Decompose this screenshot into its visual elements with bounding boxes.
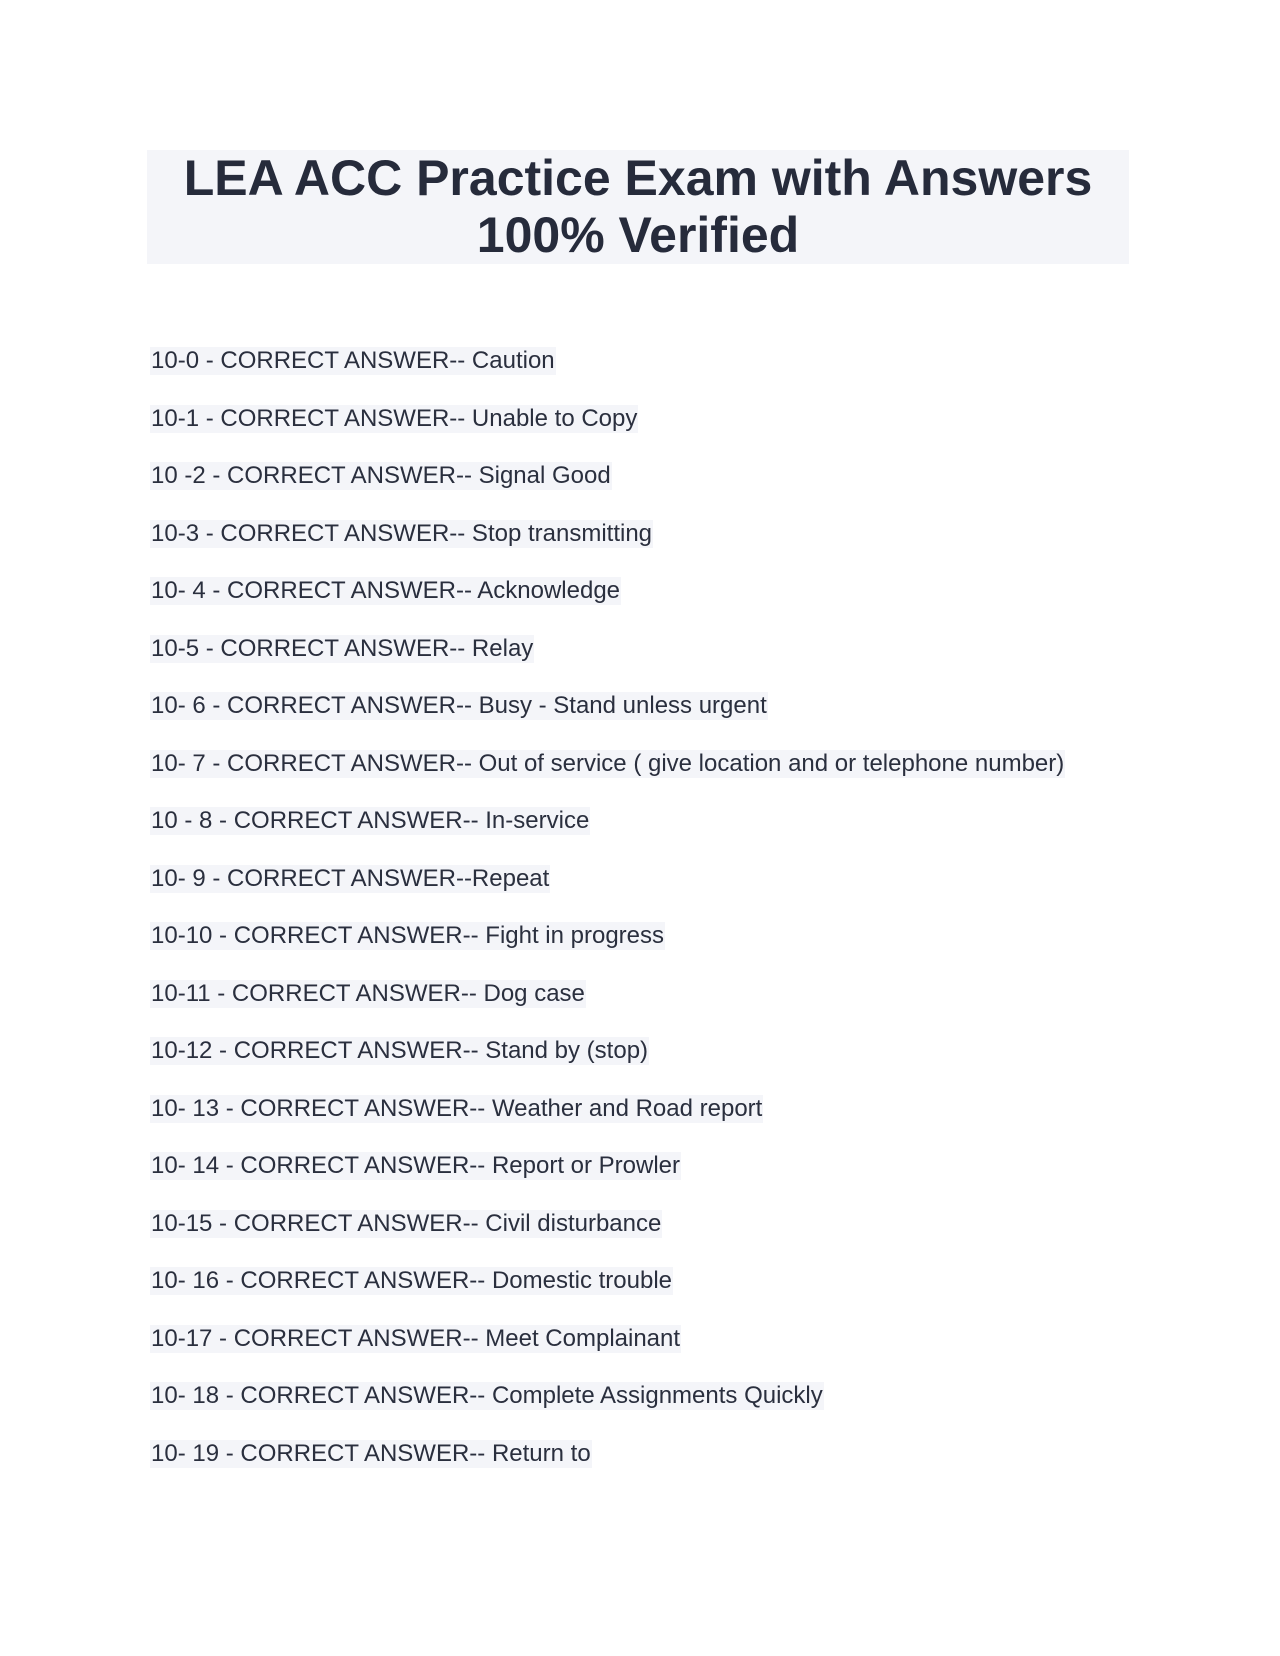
answer-text: 10-5 - CORRECT ANSWER-- Relay: [151, 634, 534, 662]
document-title: LEA ACC Practice Exam with Answers 100% Verified: [183, 150, 1093, 263]
answer-list: [150, 347, 1065, 1497]
answer-text: 10- 6 - CORRECT ANSWER-- Busy - Stand unless urgent: [151, 692, 767, 719]
answer-text: 10 -2 - CORRECT ANSWER-- Signal Good: [151, 462, 611, 489]
list-item: [150, 1152, 1065, 1210]
list-item: [150, 865, 1065, 923]
answer-text: 10-10 - CORRECT ANSWER-- Fight in progress: [151, 922, 665, 949]
list-item: [150, 577, 1065, 635]
answer-text: 10-1 - CORRECT ANSWER-- Unable to Copy: [151, 404, 638, 432]
answer-text: 10- 19 - CORRECT ANSWER-- Return to: [151, 1439, 591, 1467]
answer-text: 10-12 - CORRECT ANSWER-- Stand by (stop): [151, 1037, 649, 1064]
list-item: [150, 1037, 1065, 1095]
list-item: [150, 980, 1065, 1038]
answer-text: 10 - 8 - CORRECT ANSWER-- In-service: [151, 807, 590, 834]
list-item: [150, 807, 1065, 865]
list-item: [150, 922, 1065, 980]
title-block: [147, 150, 1129, 264]
list-item: [150, 1095, 1065, 1153]
list-item: [150, 347, 1065, 405]
list-item: [150, 635, 1065, 693]
list-item: [150, 692, 1065, 750]
answer-text: 10- 7 - CORRECT ANSWER-- Out of service ( give location and or telephone number): [151, 749, 1065, 777]
list-item: [150, 1382, 1065, 1440]
answer-text: 10- 14 - CORRECT ANSWER-- Report or Prowler: [151, 1152, 681, 1179]
answer-text: 10-15 - CORRECT ANSWER-- Civil disturbance: [151, 1209, 662, 1237]
list-item: [150, 1440, 1065, 1498]
answer-text: 10- 9 - CORRECT ANSWER--Repeat: [151, 864, 550, 892]
list-item: [150, 750, 1065, 808]
answer-text: 10-3 - CORRECT ANSWER-- Stop transmitting: [151, 519, 653, 547]
answer-text: 10-11 - CORRECT ANSWER-- Dog case: [151, 979, 585, 1007]
answer-text: 10-17 - CORRECT ANSWER-- Meet Complainant: [151, 1324, 681, 1352]
list-item: [150, 405, 1065, 463]
list-item: [150, 1325, 1065, 1383]
answer-text: 10- 16 - CORRECT ANSWER-- Domestic trouble: [151, 1267, 673, 1294]
list-item: [150, 1210, 1065, 1268]
list-item: [150, 462, 1065, 520]
answer-text: 10- 18 - CORRECT ANSWER-- Complete Assignments Quickly: [151, 1382, 823, 1409]
answer-text: 10- 13 - CORRECT ANSWER-- Weather and Road report: [151, 1094, 763, 1122]
list-item: [150, 520, 1065, 578]
answer-text: 10- 4 - CORRECT ANSWER-- Acknowledge: [151, 577, 621, 604]
answer-text: 10-0 - CORRECT ANSWER-- Caution: [151, 347, 555, 374]
list-item: [150, 1267, 1065, 1325]
